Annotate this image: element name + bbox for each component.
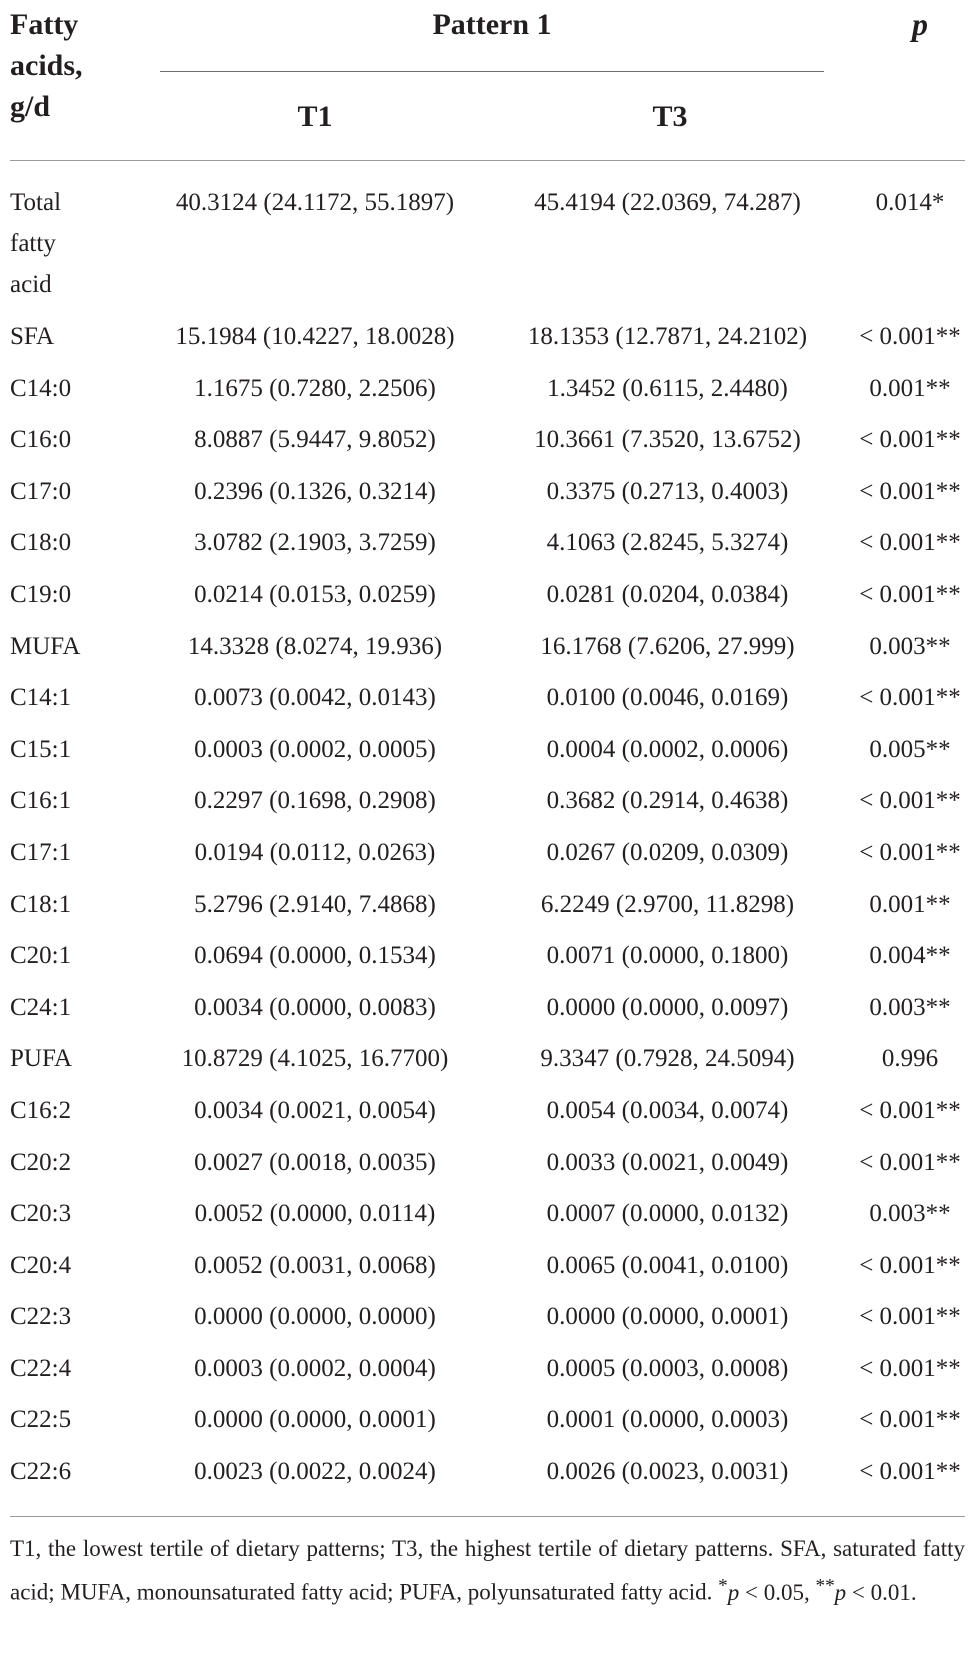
row-label: C20:1 (10, 942, 72, 970)
cell-t1-value: 15.1984 (10.4227, 18.0028) (175, 323, 455, 350)
table-row (0, 1399, 979, 1451)
cell-p-value: < 0.001** (859, 1406, 961, 1434)
cell-p-value: < 0.001** (859, 1096, 961, 1124)
cell-p-value: 0.005** (869, 735, 951, 763)
row-label: C16:2 (10, 1096, 72, 1124)
table-row (0, 419, 979, 471)
cell-t1-value: 0.0003 (0.0002, 0.0004) (194, 1354, 436, 1382)
cell-p-value: < 0.001** (859, 580, 961, 608)
cell-p-value: 0.001** (869, 890, 951, 918)
footnote-significance (718, 1575, 917, 1605)
row-label: C18:1 (10, 890, 72, 918)
table-row (0, 1038, 979, 1090)
cell-p-value: < 0.001** (859, 1354, 961, 1382)
cell-t1-value: 3.0782 (2.1903, 3.7259) (194, 529, 436, 557)
cell-p-value: < 0.001** (859, 787, 961, 815)
row-label: MUFA (10, 632, 81, 660)
cell-t3-value: 0.0267 (0.0209, 0.0309) (546, 838, 789, 866)
cell-p-value: 0.004** (869, 942, 951, 970)
cell-p-value: < 0.001** (859, 838, 961, 866)
cell-t1-value: 0.0000 (0.0000, 0.0001) (194, 1406, 436, 1434)
cell-t3-value: 0.0001 (0.0000, 0.0003) (546, 1406, 789, 1434)
cell-t1-value: 0.2297 (0.1698, 0.2908) (194, 787, 436, 815)
table-row (0, 1348, 979, 1400)
footnote-threshold-2: < 0.01. (846, 1579, 917, 1605)
footnote-mark-double: ** (815, 1575, 835, 1596)
table-row (0, 832, 979, 884)
table-row (0, 677, 979, 729)
header-divider (10, 160, 965, 161)
cell-t1-value: 0.0194 (0.0112, 0.0263) (194, 838, 436, 866)
cell-p-value: < 0.001** (859, 684, 961, 712)
row-label: C22:3 (10, 1303, 72, 1331)
cell-t1-value: 0.0052 (0.0000, 0.0114) (194, 1200, 436, 1228)
table-footnote (10, 1530, 965, 1611)
table-row (0, 1245, 979, 1297)
cell-t3-value: 10.3661 (7.3520, 13.6752) (534, 426, 801, 454)
cell-t1-value: 40.3124 (24.1172, 55.1897) (175, 189, 455, 216)
table-row (0, 935, 979, 987)
cell-t1-value: 0.0027 (0.0018, 0.0035) (194, 1148, 436, 1176)
row-label: C19:0 (10, 580, 72, 608)
cell-t3-value: 0.0026 (0.0023, 0.0031) (546, 1458, 789, 1486)
cell-t1-value: 0.0003 (0.0002, 0.0005) (194, 735, 436, 763)
table-row (0, 1193, 979, 1245)
row-label: C16:0 (10, 426, 72, 454)
table-row (0, 316, 979, 368)
table-row (0, 471, 979, 523)
row-label: C24:1 (10, 993, 72, 1021)
table-row (0, 780, 979, 832)
cell-p-value: < 0.001** (859, 426, 961, 454)
cell-p-value: 0.003** (869, 993, 951, 1021)
cell-t1-value: 8.0887 (5.9447, 9.8052) (194, 426, 436, 454)
cell-t3-value: 0.0004 (0.0002, 0.0006) (546, 735, 789, 763)
cell-t1-value: 0.0052 (0.0031, 0.0068) (194, 1251, 436, 1279)
table-body (0, 182, 979, 1503)
cell-t1-value: 0.2396 (0.1326, 0.3214) (194, 477, 436, 505)
cell-t1-value: 0.0023 (0.0022, 0.0024) (194, 1458, 436, 1486)
column-header-fatty-acids: Fatty acids, g/d (10, 8, 83, 123)
table-row (0, 574, 979, 626)
cell-p-value: < 0.001** (859, 1303, 961, 1331)
cell-t3-value: 0.0281 (0.0204, 0.0384) (546, 580, 789, 608)
table-row (0, 368, 979, 420)
cell-p-value: 0.003** (869, 1200, 951, 1228)
footnote-mark-single: * (718, 1575, 728, 1596)
table-row (0, 182, 979, 316)
footnote-p-var-1: p (727, 1579, 740, 1605)
footnote-p-var-2: p (834, 1579, 847, 1605)
cell-t1-value: 0.0694 (0.0000, 0.1534) (194, 942, 436, 970)
cell-t3-value: 9.3347 (0.7928, 24.5094) (540, 1045, 795, 1073)
row-label: C15:1 (10, 735, 72, 763)
cell-t3-value: 6.2249 (2.9700, 11.8298) (540, 890, 795, 918)
cell-p-value: < 0.001** (859, 1458, 961, 1486)
table-row (0, 987, 979, 1039)
cell-p-value: < 0.001** (859, 529, 961, 557)
row-label: PUFA (10, 1045, 73, 1073)
cell-t3-value: 0.0065 (0.0041, 0.0100) (546, 1251, 789, 1279)
column-header-p: p (912, 6, 928, 42)
cell-p-value: < 0.001** (859, 323, 961, 350)
table-row (0, 1090, 979, 1142)
cell-t1-value: 0.0000 (0.0000, 0.0000) (194, 1303, 436, 1331)
cell-t3-value: 4.1063 (2.8245, 5.3274) (546, 529, 789, 557)
cell-t1-value: 14.3328 (8.0274, 19.936) (187, 632, 443, 660)
cell-t1-value: 5.2796 (2.9140, 7.4868) (194, 890, 436, 918)
table-row (0, 522, 979, 574)
row-label: C17:0 (10, 477, 72, 505)
cell-t3-value: 0.0005 (0.0003, 0.0008) (546, 1354, 789, 1382)
cell-p-value: < 0.001** (859, 477, 961, 505)
row-label: C22:6 (10, 1458, 72, 1486)
cell-p-value: < 0.001** (859, 1148, 961, 1176)
cell-p-value: 0.014* (875, 189, 945, 216)
column-header-t1: T1 (297, 100, 333, 133)
cell-p-value: < 0.001** (859, 1251, 961, 1279)
cell-t3-value: 0.0000 (0.0000, 0.0097) (546, 993, 789, 1021)
footer-divider (10, 1516, 965, 1517)
cell-t3-value: 0.0100 (0.0046, 0.0169) (546, 684, 789, 712)
table-row (0, 1142, 979, 1194)
table-row (0, 729, 979, 781)
row-label: C20:2 (10, 1148, 72, 1176)
footnote-threshold-1: < 0.05, (739, 1579, 816, 1605)
column-group-header-pattern: Pattern 1 (432, 8, 552, 41)
cell-p-value: 0.996 (881, 1045, 939, 1073)
cell-t1-value: 0.0073 (0.0042, 0.0143) (194, 684, 436, 712)
column-header-t3: T3 (652, 100, 688, 133)
row-label: SFA (10, 323, 55, 350)
cell-t1-value: 0.0034 (0.0021, 0.0054) (194, 1096, 436, 1124)
table-row (0, 1451, 979, 1503)
row-label: Total fatty acid (10, 189, 62, 298)
cell-t3-value: 0.0054 (0.0034, 0.0074) (546, 1096, 789, 1124)
row-label: C22:4 (10, 1354, 72, 1382)
table-row (0, 626, 979, 678)
row-label: C14:1 (10, 684, 72, 712)
cell-p-value: 0.003** (869, 632, 951, 660)
cell-t3-value: 0.3682 (0.2914, 0.4638) (546, 787, 789, 815)
cell-t1-value: 0.0034 (0.0000, 0.0083) (194, 993, 436, 1021)
row-label: C18:0 (10, 529, 72, 557)
cell-t3-value: 0.0000 (0.0000, 0.0001) (546, 1303, 789, 1331)
cell-t3-value: 1.3452 (0.6115, 2.4480) (547, 374, 788, 402)
cell-t1-value: 1.1675 (0.7280, 2.2506) (194, 374, 436, 402)
cell-t3-value: 16.1768 (7.6206, 27.999) (540, 632, 795, 660)
cell-t3-value: 0.3375 (0.2713, 0.4003) (546, 477, 789, 505)
cell-t1-value: 0.0214 (0.0153, 0.0259) (194, 580, 436, 608)
cell-t3-value: 0.0007 (0.0000, 0.0132) (546, 1200, 789, 1228)
cell-t3-value: 18.1353 (12.7871, 24.2102) (527, 323, 808, 350)
footnote-definitions: T1, the lowest tertile of dietary patterns; T3, the highest tertile of dietary patterns. SFA, saturated fatty acid; MUFA, monounsaturated fatty acid; PUFA, polyunsaturated fatty acid. (10, 1536, 965, 1605)
table-row (0, 884, 979, 936)
row-label: C14:0 (10, 374, 72, 402)
row-label: C16:1 (10, 787, 72, 815)
cell-t1-value: 10.8729 (4.1025, 16.7700) (181, 1045, 449, 1073)
table-row (0, 1296, 979, 1348)
row-label: C20:3 (10, 1200, 72, 1228)
row-label: C22:5 (10, 1406, 72, 1434)
row-label: C17:1 (10, 838, 72, 866)
cell-p-value: 0.001** (869, 374, 951, 402)
cell-t3-value: 45.4194 (22.0369, 74.287) (534, 189, 801, 216)
cell-t3-value: 0.0071 (0.0000, 0.1800) (546, 942, 789, 970)
cell-t3-value: 0.0033 (0.0021, 0.0049) (546, 1148, 789, 1176)
group-header-rule (160, 71, 824, 72)
row-label: C20:4 (10, 1251, 72, 1279)
